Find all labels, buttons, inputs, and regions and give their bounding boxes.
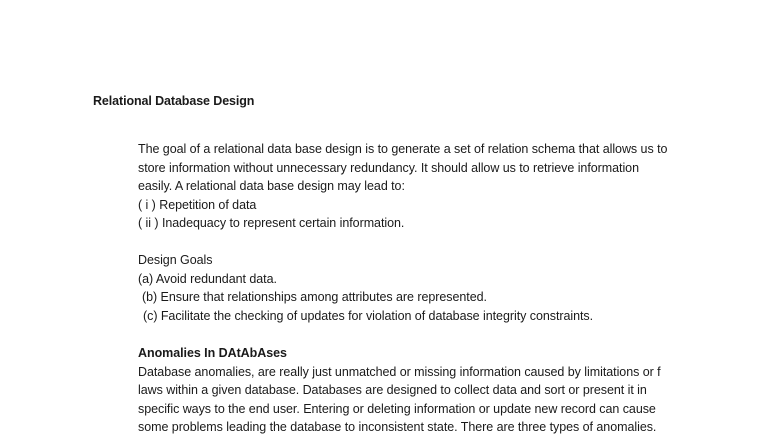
anomalies-line: specific ways to the end user. Entering or deleting information or update new record can cause	[138, 401, 656, 416]
anomalies-line: Database anomalies, are really just unmatched or missing information caused by limitations or f	[138, 364, 661, 379]
intro-list-item: ( ii ) Inadequacy to represent certain information.	[138, 216, 405, 231]
design-goal-item: (b) Ensure that relationships among attributes are represented.	[142, 290, 487, 305]
intro-section	[138, 140, 667, 233]
intro-line: easily. A relational data base design may lead to:	[138, 179, 405, 194]
design-goal-item: (a) Avoid redundant data.	[138, 271, 277, 286]
page-title: Relational Database Design	[93, 94, 255, 108]
anomalies-heading: Anomalies In DAtAbAses	[138, 346, 287, 360]
intro-line: store information without unnecessary redundancy. It should allow us to retrieve information	[138, 160, 639, 175]
design-goal-item: (c) Facilitate the checking of updates for violation of database integrity constraints.	[143, 308, 594, 323]
anomalies-line: some problems leading the database to inconsistent state. There are three types of anomalies.	[138, 420, 657, 435]
design-goals-section	[138, 251, 593, 325]
anomalies-line: laws within a given database. Databases are designed to collect data and sort or present it in	[138, 383, 647, 398]
design-goals-heading: Design Goals	[138, 253, 213, 267]
anomalies-section	[138, 344, 661, 437]
intro-line: The goal of a relational data base design is to generate a set of relation schema that allows us to	[138, 142, 668, 156]
intro-list-item: ( i ) Repetition of data	[138, 197, 257, 212]
